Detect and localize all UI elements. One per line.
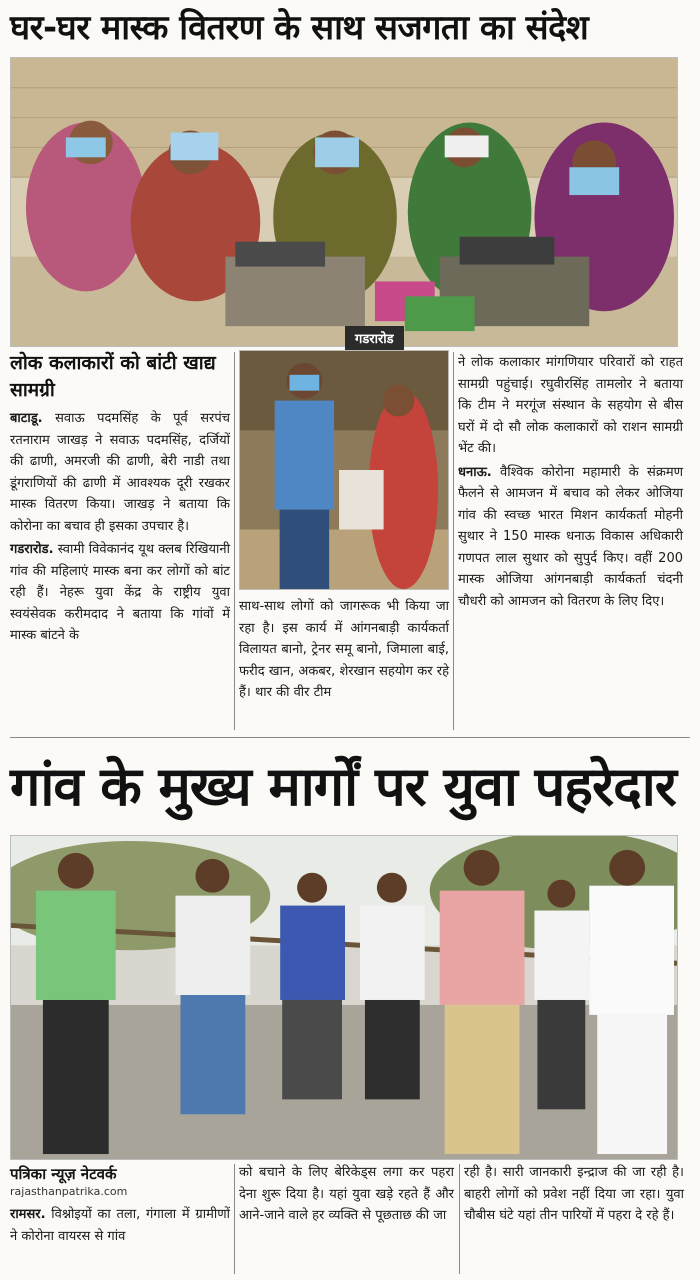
article-column-4 — [10, 1204, 230, 1249]
photo-place-tag: गडरारोड — [345, 326, 404, 350]
dateline: रामसर. — [10, 1207, 46, 1222]
headline-bottom: गांव के मुख्य मार्गों पर युवा पहरेदार — [10, 755, 676, 818]
paragraph — [10, 539, 230, 647]
section-divider — [10, 737, 690, 738]
photo-youth-guards-barricade — [10, 835, 678, 1160]
paragraph: साथ-साथ लोगों को जागरूक भी किया जा रहा है। इस कार्य में आंगनबाड़ी कार्यकर्ता विलायत बानो, ट्रेनर समू बानो, जिमाला बाई, फरीद खान, अकबर, शेरखान सहयोग कर रहे हैं। थार की वीर टीम — [239, 599, 449, 700]
column-divider — [234, 352, 235, 730]
paragraph-text: स्वामी विवेकानंद यूथ क्लब रिखियानी गांव की महिलाएं मास्क बना कर लोगों को बांट रही हैं। नेहरू युवा केंद्र के राष्ट्रीय युवा स्वयंसेवक करीमदाद ने बताया कि गांवों में मास्क बांटने के — [10, 542, 230, 643]
column-divider — [453, 352, 454, 730]
article-column-6 — [464, 1162, 684, 1229]
article-column-1 — [10, 408, 230, 649]
paragraph: ने लोक कलाकार मांगणियार परिवारों को राहत सामग्री पहुंचाई। रघुवीरसिंह तामलोर ने बताया कि टीम ने मरगूंज संस्थान के सहयोग से बीस घरों में दो सौ लोक कलाकारों को राशन सामग्री भेंट की। — [458, 355, 683, 456]
dateline: धनाऊ. — [458, 464, 492, 480]
photo-women-sewing-masks — [10, 57, 678, 347]
subheadline: लोक कलाकारों को बांटी खाद्य सामग्री — [10, 352, 216, 401]
article-column-2 — [239, 596, 449, 706]
column-divider — [234, 1164, 235, 1274]
paragraph-text: वैश्विक कोरोना महामारी के संक्रमण फैलने से आमजन में बचाव को लेकर ओजिया गांव की स्वच्छ भारत मिशन कार्यकर्ता मोहनी सुथार ने 150 मास्क धनाऊ विकास अधिकारी गणपत लाल सुथार को सुपुर्द किए। वहीं 200 मास्क ओजिया आंगनबाड़ी कार्यकर्ता चंदनी चौधरी को आमजन को वितरण के लिए दिए। — [458, 464, 683, 609]
column-divider — [459, 1164, 460, 1274]
byline-website: rajasthanpatrika.com — [10, 1185, 128, 1198]
paragraph: रही है। सारी जानकारी इन्द्राज की जा रही है। बाहरी लोगों को प्रवेश नहीं दिया जा रहा। युवा चौबीस घंटे यहां तीन पारियों में पहरा दे रहे हैं। — [464, 1165, 684, 1223]
dateline: गडरारोड. — [10, 542, 54, 557]
byline-name: पत्रिका न्यूज़ नेटवर्क — [10, 1165, 117, 1183]
paragraph — [458, 462, 683, 613]
article-column-5 — [239, 1162, 454, 1229]
paragraph — [10, 408, 230, 537]
article-column-3 — [458, 352, 683, 614]
dateline: बाटाडू. — [10, 411, 43, 426]
paragraph-text: सवाऊ पदमसिंह के पूर्व सरपंच रतनाराम जाखड़ ने सवाऊ पदमसिंह, दर्जियों की ढाणी, अमरजी की ढाणी, बेरी नाडी तथा डूंगराणियों की ढाणी में आवश्यक दूरी रखकर मास्क वितरण किया। जाखड़ ने बताया कि कोरोना का बचाव ही इसका उपचार है। — [10, 411, 230, 534]
photo-ration-handover — [239, 350, 449, 590]
paragraph-text: विश्नोइयों का तला, गंगाला में ग्रामीणों ने कोरोना वायरस से गांव — [10, 1207, 230, 1244]
paragraph — [10, 1204, 230, 1247]
paragraph: को बचाने के लिए बेरिकेड्स लगा कर पहरा देना शुरू दिया है। यहां युवा खड़े रहते हैं और आने-जाने वाले हर व्यक्ति से पूछताछ की जा — [239, 1165, 454, 1223]
headline-top: घर-घर मास्क वितरण के साथ सजगता का संदेश — [10, 8, 589, 48]
